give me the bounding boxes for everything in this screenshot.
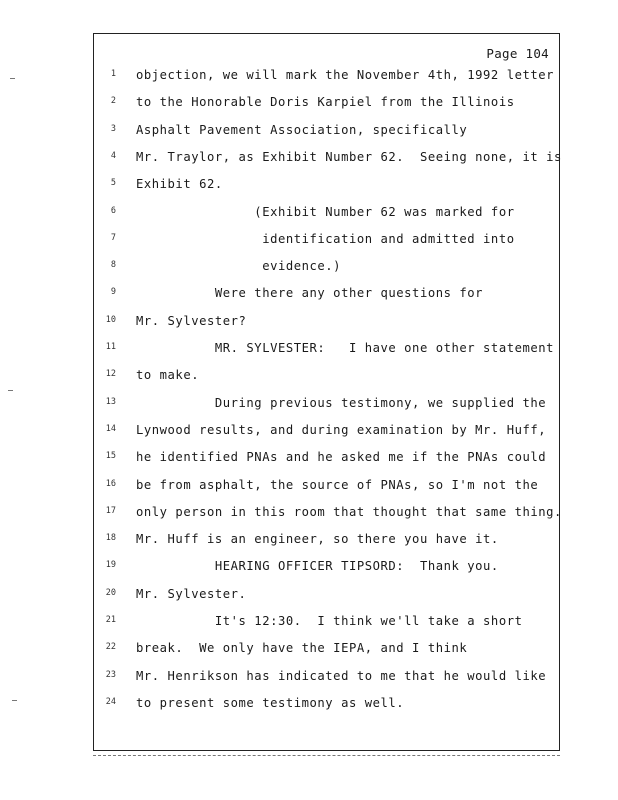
transcript-line — [94, 123, 559, 143]
line-text: break. We only have the IEPA, and I think — [136, 641, 468, 656]
line-number: 19 — [105, 560, 116, 571]
left-margin-mark — [8, 390, 13, 391]
line-text: Mr. Sylvester. — [136, 586, 247, 601]
transcript-line — [94, 314, 559, 334]
transcript-line — [94, 478, 559, 498]
line-text: Mr. Traylor, as Exhibit Number 62. Seeing none, it is — [136, 149, 562, 164]
line-text: It's 12:30. I think we'll take a short — [136, 614, 523, 628]
line-number: 16 — [105, 478, 116, 489]
line-number: 3 — [110, 123, 116, 134]
line-number: 12 — [105, 369, 116, 380]
transcript-line — [94, 177, 559, 197]
line-number: 2 — [110, 96, 116, 107]
line-number: 6 — [110, 205, 116, 216]
line-text: Mr. Huff is an engineer, so there you have it. — [136, 532, 499, 547]
line-number: 8 — [110, 260, 116, 271]
line-text: Asphalt Pavement Association, specifically — [136, 122, 468, 137]
transcript-line — [94, 587, 559, 607]
line-text: (Exhibit Number 62 was marked for — [136, 204, 515, 219]
line-number: 13 — [105, 396, 116, 407]
transcript-line — [94, 68, 559, 88]
line-number: 14 — [105, 423, 116, 434]
transcript-line — [94, 450, 559, 470]
transcript-page — [93, 33, 560, 751]
transcript-line — [94, 559, 559, 579]
line-number: 23 — [105, 669, 116, 680]
line-text: Were there any other questions for — [136, 286, 484, 301]
line-number: 17 — [105, 505, 116, 516]
transcript-line — [94, 368, 559, 388]
line-text: Lynwood results, and during examination by Mr. Huff, — [136, 422, 547, 437]
page-number: Page 104 — [486, 46, 549, 61]
line-number: 1 — [110, 69, 116, 79]
line-text: to make. — [136, 368, 200, 383]
line-number: 15 — [105, 451, 116, 462]
line-number: 10 — [105, 314, 116, 325]
transcript-line — [94, 614, 559, 634]
transcript-line — [94, 205, 559, 225]
line-text: to the Honorable Doris Karpiel from the Illinois — [136, 95, 515, 110]
line-text: identification and admitted into — [136, 231, 515, 246]
line-number: 7 — [110, 232, 116, 243]
line-text: to present some testimony as well. — [136, 695, 405, 710]
line-number: 20 — [105, 587, 116, 598]
line-text: MR. SYLVESTER: I have one other statement — [136, 341, 555, 355]
page-bottom-rule — [93, 755, 560, 756]
transcript-line — [94, 641, 559, 661]
transcript-line — [94, 232, 559, 252]
line-number: 24 — [105, 696, 116, 707]
line-text: HEARING OFFICER TIPSORD: Thank you. — [136, 559, 499, 574]
line-text: be from asphalt, the source of PNAs, so I'm not the — [136, 477, 539, 492]
left-margin-mark — [12, 700, 17, 701]
transcript-line — [94, 259, 559, 279]
line-text: evidence.) — [136, 259, 342, 274]
line-text: only person in this room that thought that same thing. — [136, 504, 562, 519]
transcript-line — [94, 396, 559, 416]
transcript-line — [94, 95, 559, 115]
line-number: 11 — [105, 342, 116, 352]
line-text: Exhibit 62. — [136, 177, 223, 192]
line-number: 4 — [110, 150, 116, 161]
line-text: objection, we will mark the November 4th, 1992 letter — [136, 68, 555, 82]
transcript-line — [94, 341, 559, 361]
left-margin-mark — [10, 78, 15, 79]
transcript-line — [94, 532, 559, 552]
transcript-line — [94, 669, 559, 689]
line-text: he identified PNAs and he asked me if the PNAs could — [136, 450, 547, 465]
line-number: 21 — [105, 615, 116, 625]
line-number: 9 — [110, 287, 116, 298]
transcript-line — [94, 504, 562, 525]
line-number: 22 — [105, 642, 116, 653]
line-text: Mr. Sylvester? — [136, 313, 247, 328]
line-number: 5 — [110, 178, 116, 189]
transcript-line — [94, 696, 559, 716]
line-text: During previous testimony, we supplied the — [136, 395, 547, 410]
line-text: Mr. Henrikson has indicated to me that he would like — [136, 668, 547, 683]
transcript-line — [94, 286, 559, 306]
transcript-line — [94, 423, 559, 443]
line-number: 18 — [105, 533, 116, 544]
transcript-line — [94, 149, 562, 170]
